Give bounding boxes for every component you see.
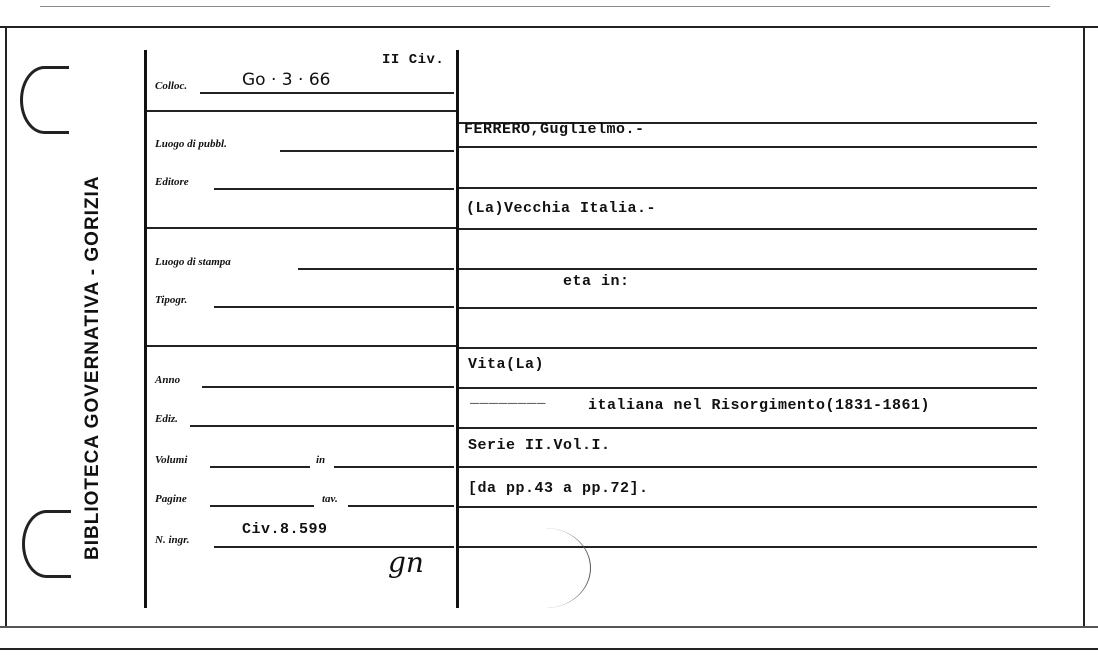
editore-label: Editore bbox=[155, 176, 189, 188]
row-divider-3 bbox=[147, 345, 456, 347]
center-divider bbox=[456, 50, 459, 608]
right-line-9 bbox=[459, 427, 1037, 429]
row-divider-1 bbox=[147, 110, 456, 112]
institution-title: BIBLIOTECA GOVERNATIVA - GORIZIA bbox=[82, 175, 103, 560]
card-right-edge bbox=[1083, 26, 1085, 626]
ediz-label: Ediz. bbox=[155, 413, 178, 425]
ediz-line bbox=[190, 425, 454, 427]
volumi-label: Volumi bbox=[155, 454, 188, 466]
right-line-6 bbox=[459, 307, 1037, 309]
collocazione-label: Colloc. bbox=[155, 80, 188, 92]
estratto-note: eta in: bbox=[563, 273, 630, 290]
n-ingr-value: Civ.8.599 bbox=[242, 521, 328, 538]
left-margin-line bbox=[144, 50, 147, 608]
tav-label: tav. bbox=[322, 493, 338, 505]
volumi-line bbox=[210, 466, 310, 468]
right-line-8 bbox=[459, 387, 1037, 389]
right-line-4 bbox=[459, 228, 1037, 230]
top-dashed-edge bbox=[40, 6, 1050, 7]
collocazione-line bbox=[200, 92, 454, 94]
tipogr-label: Tipogr. bbox=[155, 294, 188, 306]
pagine-line bbox=[210, 505, 314, 507]
card-left-edge bbox=[5, 26, 7, 626]
right-line-7 bbox=[459, 347, 1037, 349]
card-bottom-edge bbox=[0, 626, 1098, 628]
editore-line bbox=[214, 188, 454, 190]
tav-line bbox=[348, 505, 454, 507]
row-divider-2 bbox=[147, 227, 456, 229]
right-line-3 bbox=[459, 187, 1037, 189]
card-top-edge bbox=[0, 26, 1098, 28]
series-volume: Serie II.Vol.I. bbox=[468, 437, 611, 454]
lower-edge bbox=[0, 648, 1098, 650]
in-line bbox=[334, 466, 454, 468]
author-heading: FERRERO,Guglielmo.- bbox=[464, 121, 645, 138]
punch-hole-top bbox=[20, 66, 69, 134]
luogo-stampa-label: Luogo di stampa bbox=[155, 256, 231, 268]
right-line-2 bbox=[459, 146, 1037, 148]
punch-hole-bottom bbox=[22, 510, 71, 578]
right-line-5 bbox=[459, 268, 1037, 270]
source-subtitle: italiana nel Risorgimento(1831-1861) bbox=[588, 397, 931, 414]
source-title: Vita(La) bbox=[468, 356, 545, 373]
right-line-11 bbox=[459, 506, 1037, 508]
luogo-pubbl-label: Luogo di pubbl. bbox=[155, 138, 227, 150]
right-line-10 bbox=[459, 466, 1037, 468]
in-label: in bbox=[316, 454, 326, 466]
anno-label: Anno bbox=[155, 374, 181, 386]
tipogr-line bbox=[214, 306, 454, 308]
collocazione-extra: II Civ. bbox=[382, 52, 445, 68]
initials: gn bbox=[388, 546, 424, 579]
source-separator: ________ bbox=[470, 390, 547, 407]
n-ingr-label: N. ingr. bbox=[155, 534, 190, 546]
luogo-stampa-line bbox=[298, 268, 454, 270]
anno-line bbox=[202, 386, 454, 388]
work-title: (La)Vecchia Italia.- bbox=[466, 200, 657, 217]
luogo-pubbl-line bbox=[280, 150, 454, 152]
collocazione-value: Go · 3 · 66 bbox=[242, 70, 331, 90]
faint-stamp bbox=[500, 528, 591, 608]
page-range: [da pp.43 a pp.72]. bbox=[468, 480, 649, 497]
pagine-label: Pagine bbox=[155, 493, 187, 505]
